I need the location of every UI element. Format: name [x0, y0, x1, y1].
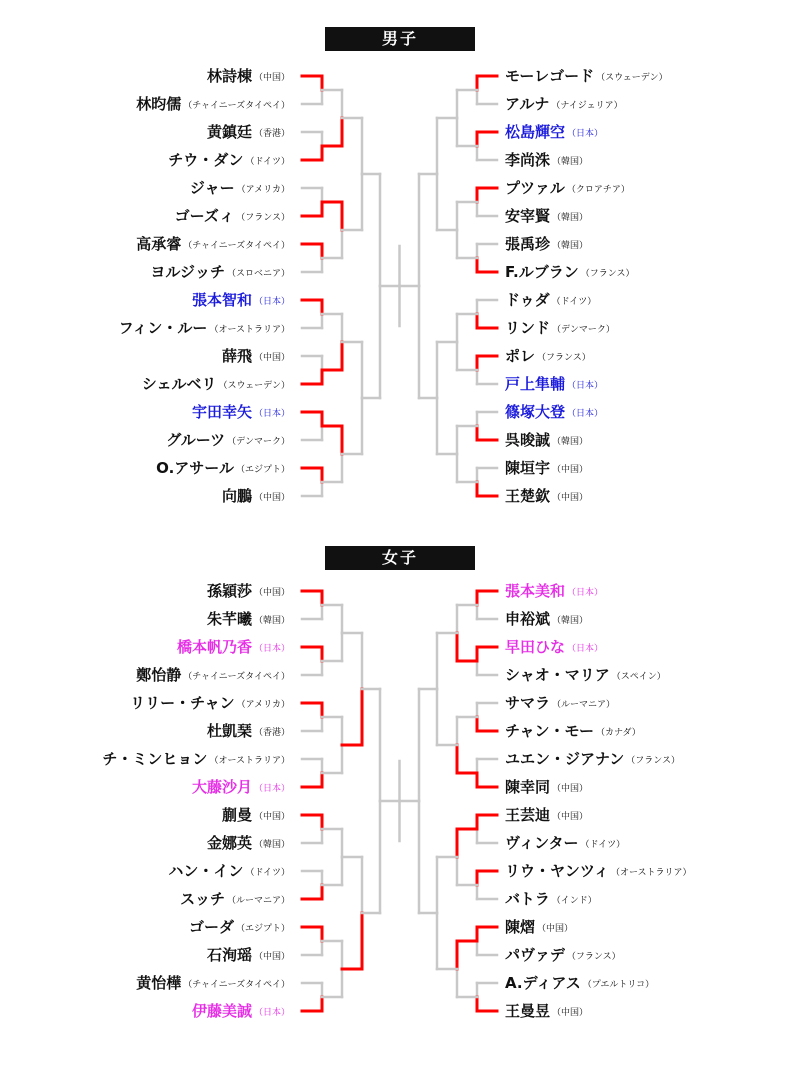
- player-name: 安宰賢: [505, 207, 551, 225]
- player-name: ゴーズィ: [174, 207, 235, 225]
- player-country: （デンマーク）: [227, 437, 290, 447]
- player-name: 鄭怡静: [136, 666, 182, 684]
- player-country: （中国）: [253, 812, 290, 822]
- player-country: （ドイツ）: [580, 840, 626, 850]
- player-name: 孫穎莎: [206, 582, 252, 600]
- player-country: （スウェーデン）: [596, 73, 668, 83]
- player-country: （オーストラリア）: [209, 325, 290, 335]
- player-name: ドゥダ: [505, 291, 550, 309]
- player-country: （プエルトリコ）: [582, 980, 655, 990]
- player-name: 張本智和: [191, 291, 252, 309]
- player-country: （中国）: [552, 784, 589, 794]
- player-name: 陳垣宇: [505, 459, 551, 477]
- player-country: （スウェーデン）: [218, 381, 290, 391]
- player-country: （フランス）: [566, 952, 621, 962]
- player-name: 林昀儒: [136, 95, 182, 113]
- player-name: パヴァデ: [505, 946, 565, 964]
- player-name: 王楚欽: [505, 487, 551, 505]
- player-name: 杜凱琹: [206, 722, 252, 740]
- player-name: 申裕斌: [505, 610, 551, 628]
- player-country: （韓国）: [552, 241, 589, 251]
- player-country: （中国）: [552, 812, 589, 822]
- player-country: （韓国）: [253, 616, 290, 626]
- player-name: 石洵瑶: [206, 946, 252, 964]
- player-country: （フランス）: [580, 269, 635, 279]
- player-country: （チャイニーズタイペイ）: [183, 101, 290, 111]
- player-name: シャオ・マリア: [505, 666, 610, 684]
- player-country: （韓国）: [552, 437, 589, 447]
- player-country: （フランス）: [537, 353, 591, 363]
- player-name: チ・ミンヒョン: [102, 750, 208, 768]
- player-country: （中国）: [537, 924, 574, 934]
- player-country: （日本）: [567, 644, 604, 654]
- player-country: （ナイジェリア）: [551, 101, 623, 111]
- player-name: 戸上隼輔: [505, 375, 566, 393]
- player-name: ジャー: [189, 179, 235, 197]
- player-name: リウ・ヤンツィ: [505, 862, 609, 880]
- player-name: チャン・モー: [505, 722, 594, 740]
- player-country: （日本）: [567, 409, 604, 419]
- player-name: 陳熠: [505, 918, 536, 936]
- player-country: （中国）: [552, 493, 589, 503]
- player-name: 金娜英: [206, 834, 252, 852]
- player-country: （中国）: [552, 465, 589, 475]
- player-country: （日本）: [567, 381, 604, 391]
- player-name: 李尚洙: [505, 151, 551, 169]
- player-name: 陳幸同: [505, 778, 551, 796]
- player-name: 伊藤美誠: [191, 1002, 252, 1020]
- player-name: 林詩棟: [206, 67, 252, 85]
- player-country: （ドイツ）: [551, 297, 597, 307]
- player-name: 橋本帆乃香: [176, 638, 252, 656]
- player-country: （エジプト）: [235, 924, 290, 934]
- player-name: ゴーダ: [188, 918, 234, 936]
- player-country: （スペイン）: [611, 672, 666, 682]
- player-name: 朱芊曦: [206, 610, 252, 628]
- player-name: アルナ: [505, 95, 550, 113]
- player-name: 黄怡樺: [136, 974, 182, 992]
- player-country: （エジプト）: [235, 465, 290, 475]
- player-name: A.ディアス: [505, 974, 581, 992]
- player-country: （アメリカ）: [236, 185, 290, 195]
- player-country: （チャイニーズタイペイ）: [183, 241, 290, 251]
- player-country: （中国）: [253, 588, 290, 598]
- player-country: （クロアチア）: [566, 185, 630, 195]
- player-name: リンド: [505, 319, 551, 337]
- player-country: （日本）: [567, 588, 604, 598]
- player-name: ユエン・ジアナン: [505, 750, 625, 768]
- player-name: 大藤沙月: [191, 778, 252, 796]
- player-name: 高承睿: [136, 235, 182, 253]
- player-country: （日本）: [253, 644, 290, 654]
- section-title-women: 女子: [325, 546, 475, 570]
- player-country: （香港）: [253, 728, 290, 738]
- player-country: （中国）: [253, 353, 290, 363]
- player-name: バトラ: [505, 890, 550, 908]
- player-name: ハン・イン: [168, 862, 244, 880]
- section-title-men: 男子: [325, 27, 475, 51]
- player-country: （ドイツ）: [245, 157, 290, 167]
- player-name: 蒯曼: [221, 806, 252, 824]
- player-country: （中国）: [253, 493, 290, 503]
- player-country: （日本）: [253, 297, 290, 307]
- player-country: （インド）: [551, 896, 597, 906]
- player-country: （チャイニーズタイペイ）: [183, 980, 290, 990]
- player-country: （アメリカ）: [236, 700, 290, 710]
- player-country: （スロベニア）: [226, 269, 290, 279]
- player-name: 張禹珍: [505, 235, 551, 253]
- player-name: 向鵬: [221, 487, 252, 505]
- player-country: （日本）: [567, 129, 604, 139]
- player-country: （韓国）: [552, 616, 589, 626]
- player-name: 松島輝空: [505, 123, 566, 141]
- player-country: （フランス）: [626, 756, 680, 766]
- player-country: （オーストラリア）: [610, 868, 692, 878]
- player-country: （ルーマニア）: [552, 700, 616, 710]
- player-name: モーレゴード: [505, 67, 595, 85]
- player-country: （チャイニーズタイペイ）: [183, 672, 290, 682]
- player-name: ヴィンター: [505, 834, 579, 852]
- player-name: 王曼昱: [505, 1002, 551, 1020]
- player-name: O.アサール: [156, 459, 234, 477]
- player-name: 篠塚大登: [505, 403, 566, 421]
- player-country: （日本）: [253, 784, 290, 794]
- player-country: （韓国）: [552, 213, 589, 223]
- player-name: フィン・ルー: [118, 319, 208, 337]
- player-country: （デンマーク）: [552, 325, 615, 335]
- player-country: （オーストラリア）: [209, 756, 290, 766]
- player-country: （ドイツ）: [245, 868, 290, 878]
- player-country: （韓国）: [253, 840, 290, 850]
- player-name: スッチ: [180, 890, 225, 908]
- player-name: 王芸迪: [505, 806, 551, 824]
- player-name: シェルベリ: [141, 375, 217, 393]
- player-name: サマラ: [505, 694, 551, 712]
- player-country: （フランス）: [236, 213, 290, 223]
- player-country: （ルーマニア）: [226, 896, 290, 906]
- player-country: （中国）: [253, 73, 290, 83]
- player-country: （中国）: [552, 1008, 589, 1018]
- player-name: 早田ひな: [505, 638, 566, 656]
- player-name: F.ルブラン: [505, 263, 579, 281]
- player-country: （日本）: [253, 409, 290, 419]
- player-name: ポレ: [505, 347, 536, 365]
- player-name: ヨルジッチ: [150, 263, 225, 281]
- player-name: 張本美和: [505, 582, 566, 600]
- player-name: プツァル: [505, 179, 565, 197]
- player-name: 呉晙誠: [505, 431, 551, 449]
- player-country: （カナダ）: [595, 728, 641, 738]
- player-name: リリー・チャン: [130, 694, 235, 712]
- player-name: グルーツ: [166, 431, 226, 449]
- player-name: 黄鎮廷: [206, 123, 252, 141]
- player-country: （中国）: [253, 952, 290, 962]
- player-country: （韓国）: [552, 157, 589, 167]
- player-country: （香港）: [253, 129, 290, 139]
- player-country: （日本）: [253, 1008, 290, 1018]
- player-name: チウ・ダン: [168, 151, 244, 169]
- player-name: 宇田幸矢: [191, 403, 252, 421]
- player-name: 薛飛: [221, 347, 252, 365]
